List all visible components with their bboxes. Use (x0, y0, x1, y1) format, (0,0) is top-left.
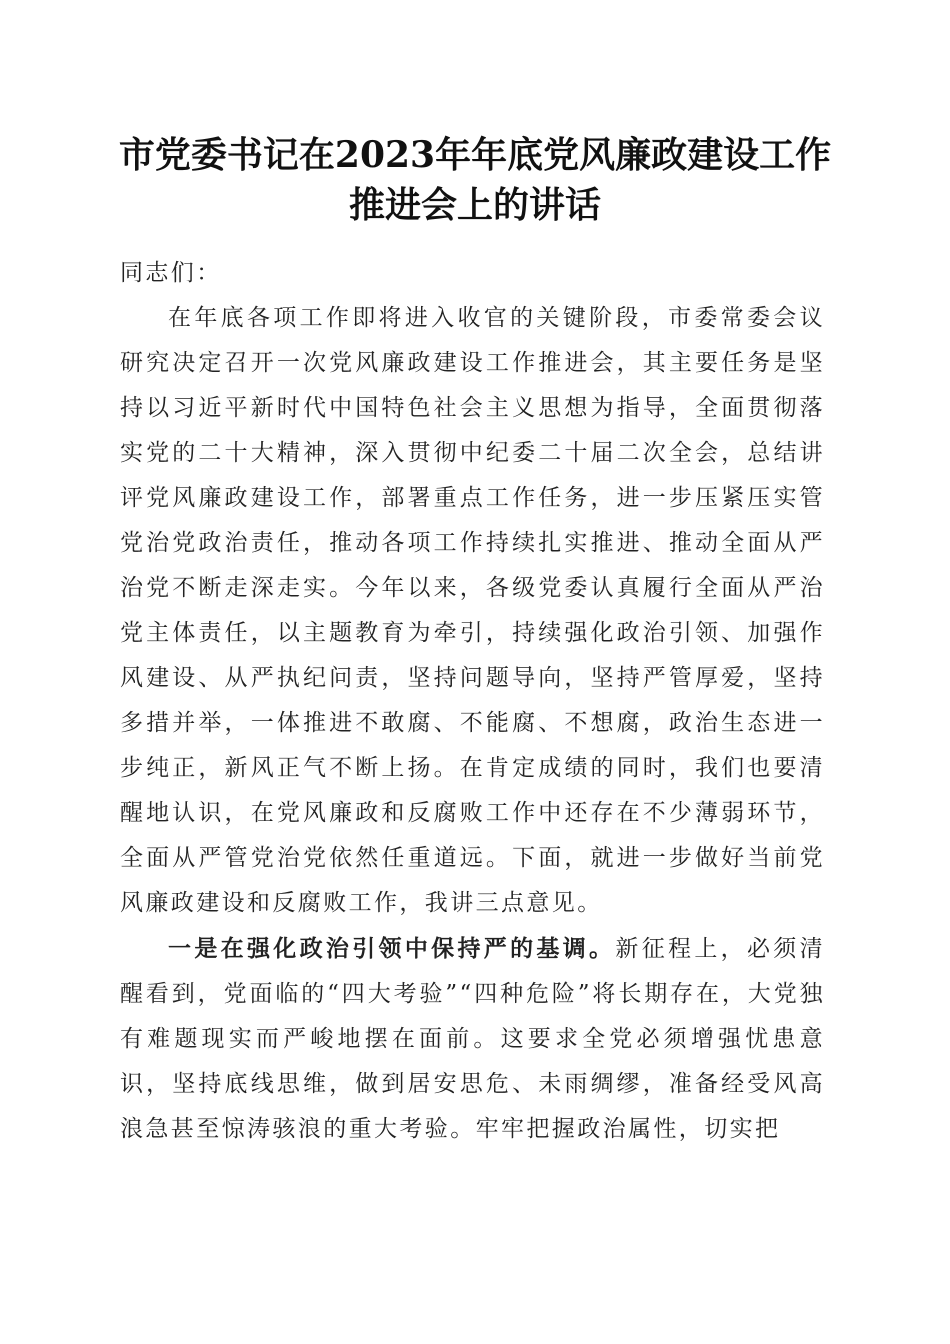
paragraph-1: 在年底各项工作即将进入收官的关键阶段，市委常委会议研究决定召开一次党风廉政建设工作推进会，其主要任务是坚持以习近平新时代中国特色社会主义思想为指导，全面贯彻落实党的二十大精神，深入贯彻中纪委二十届二次全会，总结讲评党风廉政建设工作，部署重点工作任务，进一步压紧压实管党治党政治责任，推动各项工作持续扎实推进、推动全面从严治党不断走深走实。今年以来，各级党委认真履行全面从严治党主体责任，以主题教育为牵引，持续强化政治引领、加强作风建设、从严执纪问责，坚持问题导向，坚持严管厚爱，坚持多措并举，一体推进不敢腐、不能腐、不想腐，政治生态进一步纯正，新风正气不断上扬。在肯定成绩的同时，我们也要清醒地认识，在党风廉政和反腐败工作中还存在不少薄弱环节，全面从严管党治党依然任重道远。下面，就进一步做好当前党风廉政建设和反腐败工作，我讲三点意见。 (120, 305, 825, 916)
document-body (120, 251, 825, 1152)
paragraph-2 (120, 926, 825, 1152)
title-line-1: 市党委书记在2023年年底党风廉政建设工作 (118, 134, 832, 176)
paragraph-2-body: 新征程上，必须清醒看到，党面临的“四大考验”“四种危险”将长期存在，大党独有难题现实而严峻地摆在面前。这要求全党必须增强忧患意识，坚持底线思维，做到居安思危、未雨绸缪，准备经受风高浪急甚至惊涛骇浪的重大考验。牢牢把握政治属性，切实把 (120, 936, 825, 1142)
document-title (100, 130, 850, 230)
title-line-2: 推进会上的讲话 (348, 184, 601, 226)
paragraph-2-lead: 一是在强化政治引领中保持严的基调。 (168, 935, 616, 962)
salutation: 同志们： (120, 260, 222, 286)
